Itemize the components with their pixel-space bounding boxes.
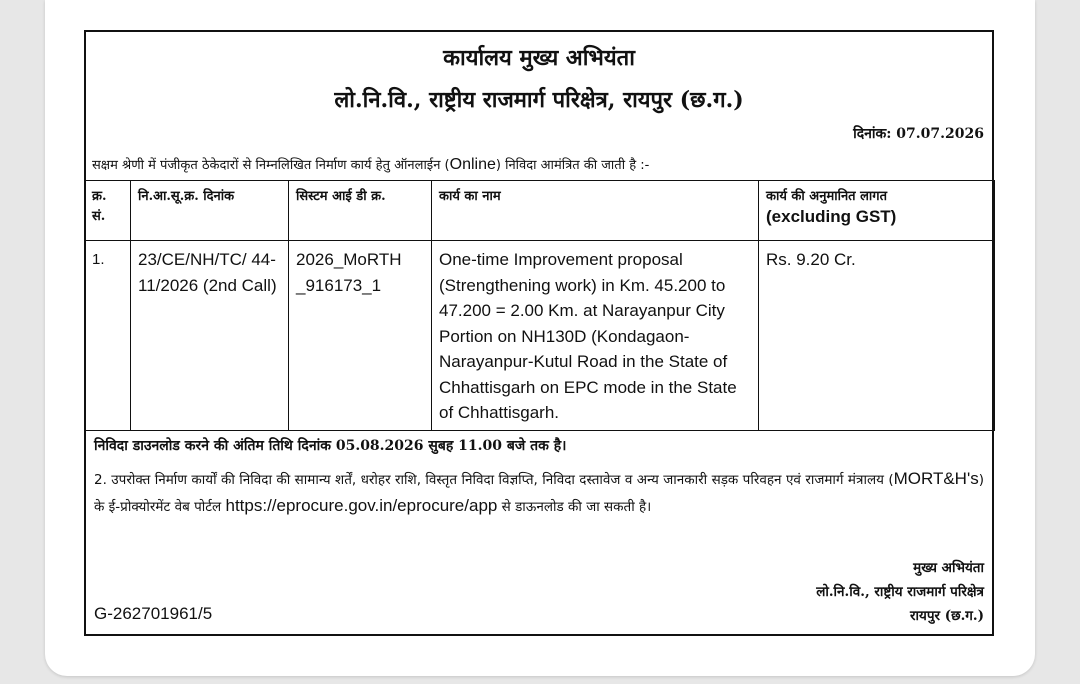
signature-line-1: मुख्य अभियंता [913, 560, 984, 576]
header-sno: क्र. सं. [85, 181, 131, 241]
intro-pre: सक्षम श्रेणी में पंजीकृत ठेकेदारों से निम्नलिखित निर्माण कार्य हेतु ऑनलाईन ( [92, 158, 450, 173]
header-cost-note: (excluding GST) [766, 207, 897, 226]
notice-code: G-262701961/5 [94, 604, 213, 623]
eprocure-url: https://eprocure.gov.in/eprocure/app [225, 496, 498, 515]
department-title: लो.नि.वि., राष्ट्रीय राजमार्ग परिक्षेत्र, रायपुर (छ.ग.) [334, 87, 744, 113]
intro-post: ) निविदा आमंत्रित की जाती है :- [495, 158, 650, 173]
signature-line-2: लो.नि.वि., राष्ट्रीय राजमार्ग परिक्षेत्र [816, 584, 984, 600]
notice-date: दिनांक: 07.07.2026 [853, 126, 984, 142]
last-date-text: निविदा डाउनलोड करने की अंतिम तिथि दिनांक 05.08.2026 सुबह 11.00 बजे तक है। [94, 438, 567, 454]
signature-block [816, 556, 984, 628]
office-title: कार्यालय मुख्य अभियंता [443, 45, 635, 71]
signature-line-3: रायपुर (छ.ग.) [910, 608, 984, 624]
para-post: से डाऊनलोड की जा सकती है। [497, 499, 652, 515]
header-cost-label: कार्य की अनुमानित लागत [766, 189, 888, 204]
header-cost [759, 181, 995, 241]
tender-notice [84, 30, 994, 636]
cell-system-id: 2026_MoRTH _916173_1 [289, 241, 432, 431]
table-row [85, 241, 995, 431]
header-work-name: कार्य का नाम [432, 181, 759, 241]
header-nit: नि.आ.सू.क्र. दिनांक [131, 181, 289, 241]
intro-online: Online [449, 156, 496, 173]
tender-table [84, 180, 995, 431]
cell-cost: Rs. 9.20 Cr. [759, 241, 995, 431]
para-pre: 2. उपरोक्त निर्माण कार्यों की निविदा की सामान्य शर्तें, धरोहर राशि, विस्तृत निविदा विज्ञप्ति, निविदा दस्तावेज व अन्य जानकारी सड़क परिवहन एवं राजमार्ग मंत्रालय ( [94, 472, 894, 488]
cell-nit: 23/CE/NH/TC/ 44-11/2026 (2nd Call) [131, 241, 289, 431]
details-paragraph [94, 466, 984, 520]
cell-work-name: One-time Improvement proposal (Strengthening work) in Km. 45.200 to 47.200 = 2.00 Km. at Narayanpur City Portion on NH130D (Kondagaon-Narayanpur-Kutul Road in the State of Chhattisgarh on EPC mode in the State of Chhattisgarh. [432, 241, 759, 431]
para-mid: ) के ई-प्रोक्योरमेंट वेब पोर्टल [94, 472, 984, 515]
intro-text [92, 155, 649, 174]
cell-sno: 1. [85, 241, 131, 431]
para-ministry: MORT&H's [893, 469, 979, 488]
header-system-id: सिस्टम आई डी क्र. [289, 181, 432, 241]
table-header-row [85, 181, 995, 241]
